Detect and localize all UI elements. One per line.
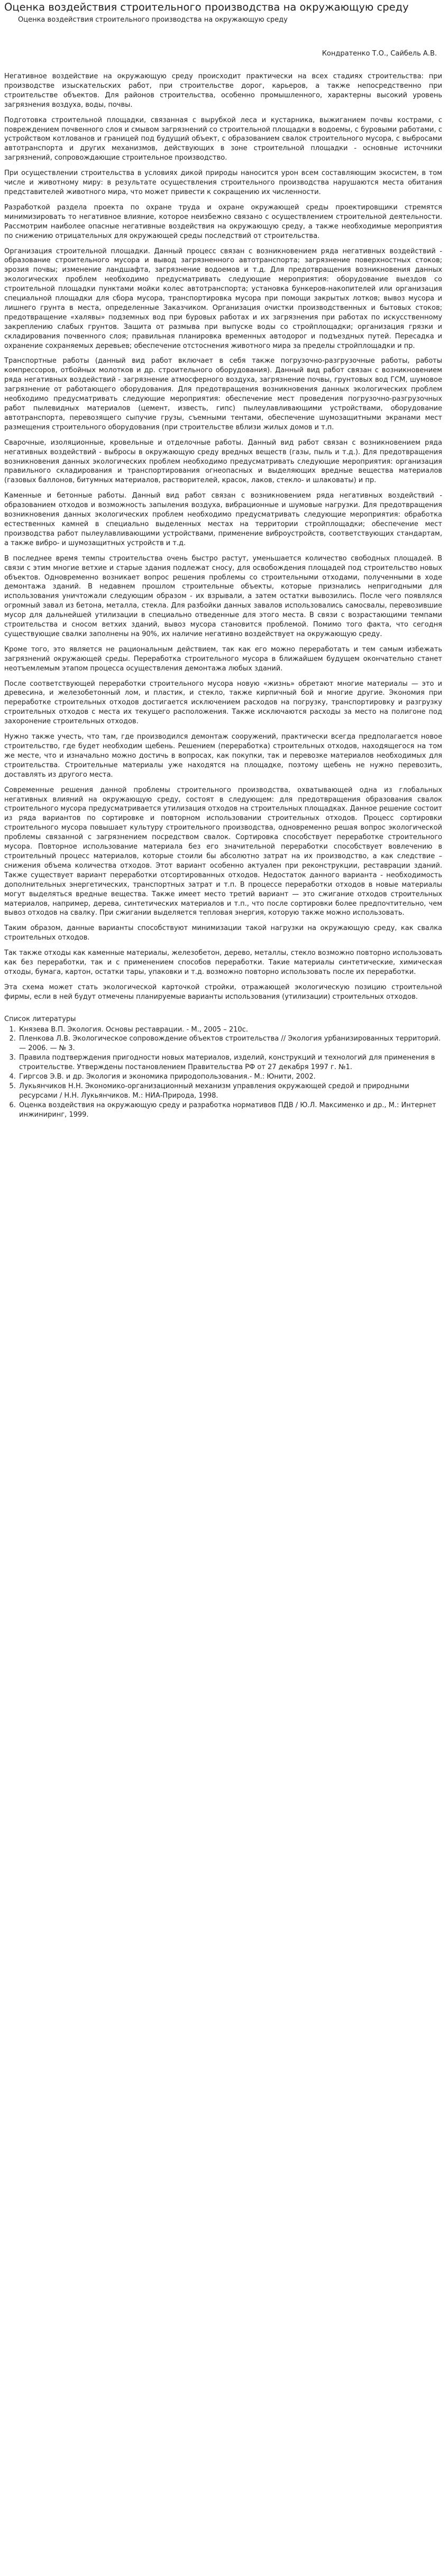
reference-item: 2. Пленкова Л.В. Экологическое сопровождение объектов строительства // Экология урбанизированных территорий. — 2006. — № 3. <box>18 1034 442 1053</box>
reference-item: 4. Гиргсов Э.В. и др. Экология и экономика природопользования.- М.: Юнити, 2002. <box>18 1072 442 1082</box>
document-page <box>4 0 442 1120</box>
paragraph: Эта схема может стать экологической карточкой стройки, отражающей экологическую позицию строительной фирмы, если в ней будут отмечены планируемые варианты использования (утилизации) строительных отходов. <box>4 983 442 1001</box>
reference-item: 3. Правила подтверждения пригодности новых материалов, изделий, конструкций и технологий для применения в строительстве. Утверждены постановлением Правительства РФ от 27 декабря 1997 г. №1. <box>18 1053 442 1072</box>
references-title: Список литературы <box>4 1015 76 1023</box>
paragraph: Так также отходы как каменные материалы, железобетон, дерево, металлы, стекло возможно повторно использовать как без переработки, так и с применением способов переработки. Такие материалы синтетические, химическая отходы, бумага, картон, остатки тары, упаковки и т.д. возможно повторно использовать после их переработки. <box>4 949 442 976</box>
paragraph: Негативное воздействие на окружающую среду происходит практически на всех стадиях строительства: при производстве изыскательских работ, при строительстве дорог, карьеров, а также непосредственно при строительстве объектов. Для районов строительства, особенно промышленного, характерны высокий уровень загрязнения воздуха, воды, почвы. <box>4 72 442 109</box>
references-section <box>4 1015 442 1120</box>
reference-item: 6. Оценка воздействия на окружающую среду и разработка нормативов ПДВ / Ю.Л. Максименко и др., М.: Интернет инжиниринг, 1999. <box>18 1101 442 1120</box>
reference-item: 5. Лукьянчиков Н.Н. Экономико-организационный механизм управления окружающей средой и природными ресурсами / Н.Н. Лукьянчиков. М.: НИА-Природа, 1998. <box>18 1082 442 1101</box>
paragraph: В последнее время темпы строительства очень быстро растут, уменьшается количество свободных площадей. В связи с этим многие ветхие и старые здания подлежат сносу, для освобождения площадей под строительство новых объектов. Одновременно возникает вопрос решения проблемы со строительными отходами, полученными в ходе демонтажа зданий. В недавнем прошлом строительные объекты, которые признались непригодными для использования уничтожали следующим образом - их взрывали, а затем остатки вывозились. После чего появлялся огромный завал из бетона, металла, стекла. Для разбойки данных завалов использовались самосвалы, перевозившие мусор для дальнейшей утилизации в специально отведенные для этого места. В связи с возрастающими темпами строительства и сносом ветхих зданий, вывоз мусора становится проблемой. Помимо того факта, что сегодня существующие свалки заполнены на 90%, их наличие негативно воздействует на окружающую среду. <box>4 554 442 638</box>
article-body <box>4 72 442 1002</box>
document-title: Оценка воздействия строительного производства на окружающую среду <box>4 1 409 13</box>
document-authors: Кондратенко Т.О., Сайбель А.В. <box>322 50 437 58</box>
paragraph: После соответствующей переработки строительного мусора новую «жизнь» обретают многие материалы — это и древесина, и железобетонный лом, и пластик, и стекло, также кирпичный бой и многие другие. Экономия при переработке строительных отходов достигается исключением расходов на погрузку, транспортировку и разгрузку строительных отходов с места их текущего расположения. Также исключаются расходы за место на полигоне под захоронение строительных отходов. <box>4 679 442 726</box>
document-subtitle: Оценка воздействия строительного производства на окружающую среду <box>18 16 288 24</box>
paragraph: Организация строительной площадки. Данный процесс связан с возникновением ряда негативных воздействий - образование строительного мусора и вывод загрязненного автотранспорта; загрязнение поверхностных стоков; эрозия почвы; изменение ландшафта, загрязнение водоемов и т.д. Для предотвращения возникновения данных экологических проблем необходимо предусматривать следующие мероприятия: оборудование выездов со строительной площадки пунктами мойки колес автотранспорта; установка бункеров-накопителей или организация специальной площадки для сбора мусора, транспортировка мусора при помощи закрытых лотков; вывоз мусора и лишнего грунта в места, определенные Заказчиком. Организация очистки производственных и бытовых стоков; предотвращение «халявы» подземных вод при буровых работах и их загрязнения при работах по искусственному закреплению слабых грунтов. Защита от размыва при выпуске воды со стройплощадки; организация грязки и складирования почвенного слоя; правильная планировка временных автодорог и подъездных путей. Пересадка и охранение сохраняемых деревьев; обеспечение отстоснения животного мира за пределы стройплощадки и пр. <box>4 247 442 350</box>
paragraph: Подготовка строительной площадки, связанная с вырубкой леса и кустарника, выжиганием почвы кострами, с повреждением почвенного слоя и смывом загрязнений со строительной площадки в водоемы, с буровыми работами, с устройством котлованов и границей под будущий объект, с образованием свалок строительного мусора, с выбросами автотранспорта и других механизмов, действующих в зоне строительной площадки - основные источники загрязнений, сопровождающие строительное производство. <box>4 116 442 162</box>
reference-item: 1. Князева В.П. Экология. Основы реставрации. - М., 2005 – 210с. <box>18 1025 442 1035</box>
paragraph: Кроме того, это является не рациональным действием, так как его можно переработать и тем самым избежать загрязнений окружающей среды. Переработка строительного мусора в ближайшем будущем окончательно станет неотъемлемым этапом процесса осуществления демонтажа любых зданий. <box>4 645 442 673</box>
paragraph: Сварочные, изоляционные, кровельные и отделочные работы. Данный вид работ связан с возникновением ряда негативных воздействий - выбросы в окружающую среду вредных веществ (газы, пыль и т.д.). Для предотвращения возникновения данных экологических проблем необходимо предусматривать следующие мероприятия: организация правильного складирования и транспортирования огнеопасных и выделяющих вредные вещества материалов (газовых баллонов, битумных материалов, растворителей, красок, лаков, стекло- и шлаковаты) и пр. <box>4 438 442 485</box>
paragraph: Разработкой раздела проекта по охране труда и охране окружающей среды проектировщики стремятся минимизировать то негативное влияние, которое неизбежно связано с осуществлением строительной деятельности. Рассмотрим наиболее опасные негативные воздействия на окружающую среду, а также необходимые мероприятия по снижению отрицательных для окружающей среды последствий от строительства. <box>4 203 442 240</box>
paragraph: Таким образом, данные варианты способствуют минимизации такой нагрузки на окружающую среду, как свалка строительных отходов. <box>4 924 442 942</box>
paragraph: При осуществлении строительства в условиях дикой природы наносится урон всем составляющим экосистем, в том числе и животному миру: в результате осуществления строительного производства нарушаются места обитания представителей животного мира, что может привести к сокращению их численности. <box>4 169 442 196</box>
paragraph: Каменные и бетонные работы. Данный вид работ связан с возникновением ряда негативных воздействий - образованием отходов и возможность запыления воздуха, вибрационные и шумовые нагрузки. Для предотвращения возникновения данных экологических проблем необходимо предусматривать следующие мероприятия: обработка естественных камней в специально выделенных местах на территории стройплощадки; обеспечение мест производства работ пылеулавливающими устройствами, применение виброустройств, соответствующих стандартам, а также вибро- и шумозащитных устройств и т.д. <box>4 492 442 547</box>
references-list <box>4 1025 442 1120</box>
paragraph: Транспортные работы (данный вид работ включает в себя также погрузочно-разгрузочные работы, работы компрессоров, отбойных молотков и др. строительного оборудования). Данный вид работ связан с возникновением ряда негативных воздействий - загрязнение атмосферного воздуха, загрязнение почвы, грунтовых вод ГСМ, шумовое загрязнение от работающего оборудования. Для предотвращения возникновения данных экологических проблем необходимо предусматривать следующие мероприятия: обеспечение мест проведения погрузочно-разгрузочных работ пылевидных материалов (цемент, известь, гипс) пылеулавливающими устройствами, оборудование автотранспорта, перевозящего сыпучие грузы, съемными тентами, обеспечение шумозащитными экранами мест размещения строительного оборудования (при строительстве вблизи жилых домов и т.п. <box>4 357 442 431</box>
paragraph: Нужно также учесть, что там, где производился демонтаж сооружений, практически всегда предполагается новое строительство, где будет необходим щебень. Решением (переработка) строительных отходов, находящегося на том же месте, что и изначально можно достичь в вопросах, как покупки, так и перевозке материалов необходимых для строительства. Строительные материалы уже находятся на площадке, поэтому щебень не нужно перевозить, доставлять из другого места. <box>4 733 442 779</box>
paragraph: Современные решения данной проблемы строительного производства, охватывающей одна из глобальных негативных влияний на окружающую среду, состоят в следующем: для предотвращения образования свалок строительного мусора предусматривается утилизация отходов на строительных площадках. Данное решение состоит из ряда вариантов по сортировке и повторном использовании строительных отходов. Процесс сортировки строительного мусора повышает культуру строительного производства, одновременно решая вопрос экологической проблемы связанной с загрязнением посредством свалок. Сортировка способствует переработке строительного мусора. Повторное использование материала без его значительной переработки способствует вовлечению в строительный процесс материалов, которые стоили бы абсолютно затрат на их производство, а как следствие – снижения объема количества отходов. Этот вариант особенно актуален при реконструкции, реставрации зданий. Также существует вариант переработки отсортированных отходов. Недостаток данного варианта - необходимость дополнительных энергетических, транспортных затрат и т.п. В процессе переработки отходов в новые материалы могут выделяться вредные вещества. Также имеет место третий вариант — это сжигание отходов строительных материалов, например, дерева, синтетических материалов и т.п., что после сортировки более предпочтительно, чем вывоз отходов на свалку. При сжигании выделяется тепловая энергия, которую также можно использовать. <box>4 786 442 917</box>
